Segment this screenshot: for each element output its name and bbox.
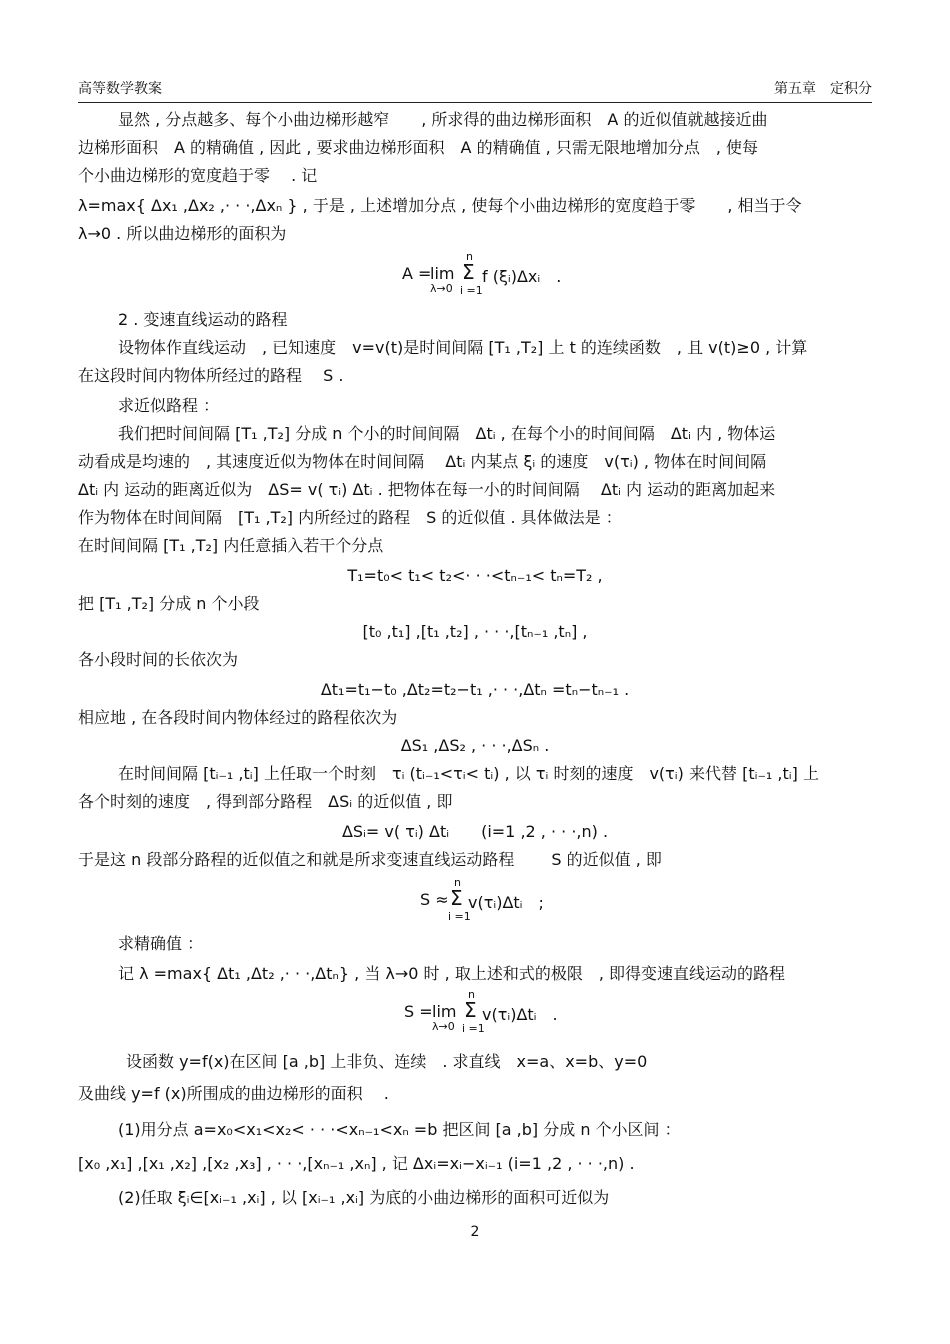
text-line: 我们把时间间隔 [T₁ ,T₂] 分成 n 个小的时间间隔 Δtᵢ , 在每个小的时间间隔 Δtᵢ 内 , 物体运	[118, 424, 776, 443]
header-course-title: 高等数学教案	[78, 81, 162, 97]
formula-body: v(τᵢ)Δtᵢ .	[482, 1005, 558, 1024]
text-line: 设物体作直线运动 , 已知速度 v=v(t)是时间间隔 [T₁ ,T₂] 上 t 的连续函数 , 且 v(t)≥0 , 计算	[118, 338, 808, 357]
text-line: T₁=t₀< t₁< t₂<· · ·<tₙ₋₁< tₙ=T₂ ,	[347, 566, 603, 585]
text-line: 记 λ =max{ Δt₁ ,Δt₂ ,· · ·,Δtₙ} , 当 λ→0 时 , 取上述和式的极限 , 即得变速直线运动的路程	[118, 964, 785, 983]
formula-lim-subscript: λ→0	[430, 282, 453, 295]
sigma-symbol: Σ	[462, 260, 475, 284]
text-line: 个小曲边梯形的宽度趋于零 . 记	[78, 166, 318, 185]
formula-lim: lim	[432, 1002, 457, 1021]
formula-area-limit	[402, 252, 582, 298]
text-line: (2)任取 ξᵢ∈[xᵢ₋₁ ,xᵢ] , 以 [xᵢ₋₁ ,xᵢ] 为底的小曲边梯形的面积可近似为	[118, 1188, 610, 1207]
text-line: 作为物体在时间间隔 [T₁ ,T₂] 内所经过的路程 S 的近似值 . 具体做法是 ：	[78, 508, 622, 527]
text-line: 动看成是均速的 , 其速度近似为物体在时间间隔 Δtᵢ 内某点 ξᵢ 的速度 v(τᵢ) , 物体在时间间隔	[78, 452, 767, 471]
text-line: ΔSᵢ= v( τᵢ) Δtᵢ (i=1 ,2 , · · ·,n) .	[341, 822, 609, 841]
formula-lim-subscript: λ→0	[432, 1020, 455, 1033]
formula-lim: lim	[430, 264, 455, 283]
text-line: 显然 , 分点越多、每个小曲边梯形越窄 , 所求得的曲边梯形面积 A 的近似值就越接近曲	[118, 110, 768, 129]
formula-lhs: A =	[402, 264, 432, 283]
text-line: λ→0 . 所以曲边梯形的面积为	[78, 224, 287, 243]
page-number: 2	[470, 1224, 480, 1240]
text-line: [t₀ ,t₁] ,[t₁ ,t₂] , · · ·,[tₙ₋₁ ,tₙ] ,	[362, 622, 588, 641]
text-line: 把 [T₁ ,T₂] 分成 n 个小段	[78, 594, 260, 613]
text-line: ΔS₁ ,ΔS₂ , · · ·,ΔSₙ .	[400, 736, 550, 755]
formula-sum-lower: i =1	[448, 910, 471, 923]
text-line: Δt₁=t₁−t₀ ,Δt₂=t₂−t₁ ,· · ·,Δtₙ =tₙ−tₙ₋₁ .	[320, 680, 630, 699]
text-line: 在时间间隔 [tᵢ₋₁ ,tᵢ] 上任取一个时刻 τᵢ (tᵢ₋₁<τᵢ< tᵢ) , 以 τᵢ 时刻的速度 v(τᵢ) 来代替 [tᵢ₋₁ ,tᵢ] 上	[118, 764, 819, 783]
formula-sum-lower: i =1	[462, 1022, 485, 1035]
formula-body: v(τᵢ)Δtᵢ ;	[468, 893, 544, 912]
header-rule	[78, 102, 872, 103]
formula-sum-upper: n	[468, 988, 475, 1001]
text-line: (1)用分点 a=x₀<x₁<x₂< · · ·<xₙ₋₁<xₙ =b 把区间 [a ,b] 分成 n 个小区间 ：	[118, 1120, 681, 1139]
formula-path-exact	[404, 990, 574, 1036]
formula-lhs: S =	[404, 1002, 433, 1021]
section-heading: 2 . 变速直线运动的路程	[118, 310, 288, 329]
text-line: 相应地 , 在各段时间内物体经过的路程依次为	[78, 708, 398, 727]
text-line: 在时间间隔 [T₁ ,T₂] 内任意插入若干个分点	[78, 536, 384, 555]
text-line: 求精确值 ：	[118, 934, 204, 953]
formula-sum-upper: n	[454, 876, 461, 889]
sigma-symbol: Σ	[450, 886, 463, 910]
text-line: 及曲线 y=f (x)所围成的曲边梯形的面积 .	[78, 1084, 389, 1103]
header-chapter-title: 第五章 定积分	[774, 81, 872, 97]
sigma-symbol: Σ	[464, 998, 477, 1022]
text-line: 设函数 y=f(x)在区间 [a ,b] 上非负、连续 . 求直线 x=a、x=b、y=0	[126, 1052, 648, 1071]
text-line: 求近似路程 ：	[118, 396, 220, 415]
formula-lhs: S ≈	[420, 890, 449, 909]
formula-sum-upper: n	[466, 250, 473, 263]
text-line: 各个时刻的速度 , 得到部分路程 ΔSᵢ 的近似值 , 即	[78, 792, 453, 811]
text-line: 在这段时间内物体所经过的路程 S .	[78, 366, 344, 385]
formula-sum-lower: i =1	[460, 284, 483, 297]
text-line: 于是这 n 段部分路程的近似值之和就是所求变速直线运动路程 S 的近似值 , 即	[78, 850, 662, 869]
text-line: 各小段时间的长依次为	[78, 650, 239, 669]
text-line: 边梯形面积 A 的精确值 , 因此 , 要求曲边梯形面积 A 的精确值 , 只需无限地增加分点 , 使每	[78, 138, 759, 157]
text-line: Δtᵢ 内 运动的距离近似为 ΔS= v( τᵢ) Δtᵢ . 把物体在每一小的时间间隔 Δtᵢ 内 运动的距离加起来	[78, 480, 776, 499]
formula-body: f (ξᵢ)Δxᵢ .	[482, 267, 562, 286]
formula-path-approx	[420, 876, 580, 922]
text-line: λ=max{ Δx₁ ,Δx₂ ,· · ·,Δxₙ } , 于是 , 上述增加分点 , 使每个小曲边梯形的宽度趋于零 , 相当于令	[78, 196, 802, 215]
text-line: [x₀ ,x₁] ,[x₁ ,x₂] ,[x₂ ,x₃] , · · ·,[xₙ₋₁ ,xₙ] , 记 Δxᵢ=xᵢ−xᵢ₋₁ (i=1 ,2 , · · ·,n) .	[78, 1154, 635, 1173]
